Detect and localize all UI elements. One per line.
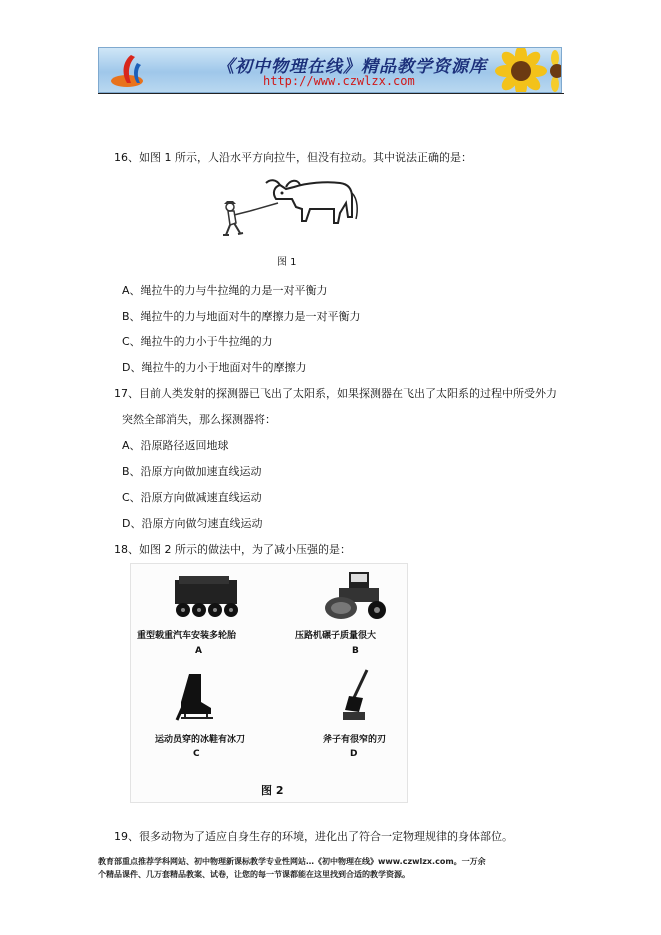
ice-skate-icon (173, 672, 217, 726)
figure-2-pressure-examples (130, 563, 408, 803)
banner-url[interactable]: http://www.czwlzx.com (263, 74, 415, 88)
question-18-stem: 18、如图 2 所示的做法中，为了减小压强的是： (114, 543, 351, 556)
question-16-option-b: B、绳拉牛的力与地面对牛的摩擦力是一对平衡力 (122, 310, 361, 323)
question-17-option-c: C、沿原方向做减速直线运动 (122, 491, 262, 504)
footer-line-1: 教育部重点推荐学科网站、初中物理新课标教学专业性网站…《初中物理在线》www.czwlzx.com。一万余 (98, 857, 486, 866)
figure-2-letter-d: D (350, 749, 358, 759)
question-16-option-a: A、绳拉牛的力与牛拉绳的力是一对平衡力 (122, 284, 328, 297)
figure-2-caption: 图 2 (261, 784, 284, 797)
axe-icon (339, 668, 379, 724)
truck-with-many-tyres-icon (171, 574, 247, 622)
question-16-option-c: C、绳拉牛的力小于牛拉绳的力 (122, 335, 273, 348)
figure-2-letter-b: B (352, 646, 359, 656)
figure-2-label-d: 斧子有很窄的刃 (323, 735, 387, 745)
road-roller-icon (321, 570, 393, 622)
figure-2-letter-c: C (193, 749, 200, 759)
footer-line-2: 个精品课件、几万套精品教案、试卷，让您的每一节课都能在这里找到合适的教学资源。 (98, 870, 410, 879)
question-17-stem-line1: 17、目前人类发射的探测器已飞出了太阳系，如果探测器在飞出了太阳系的过程中所受外力 (114, 387, 557, 400)
figure-2-label-c: 运动员穿的冰鞋有冰刀 (155, 735, 246, 745)
header-rule (98, 93, 564, 94)
figure-2-label-b: 压路机碾子质量很大 (295, 631, 377, 641)
question-17-option-b: B、沿原方向做加速直线运动 (122, 465, 262, 478)
figure-1-person-pulling-ox (206, 173, 366, 243)
page-footer (98, 855, 568, 881)
header-banner (98, 47, 562, 93)
figure-2-label-a: 重型载重汽车安装多轮胎 (137, 631, 237, 641)
question-16-option-d: D、绳拉牛的力小于地面对牛的摩擦力 (122, 361, 307, 374)
question-19-stem: 19、很多动物为了适应自身生存的环境，进化出了符合一定物理规律的身体部位。 (114, 830, 513, 843)
site-logo-icon (109, 51, 153, 91)
question-17-stem-line2: 突然全部消失，那么探测器将： (122, 413, 276, 426)
figure-1-caption: 图 1 (277, 257, 297, 268)
sunflower-icon (491, 47, 562, 93)
banner-title: 《初中物理在线》精品教学资源库 (217, 57, 487, 77)
figure-2-letter-a: A (195, 646, 202, 656)
question-16-stem: 16、如图 1 所示，人沿水平方向拉牛，但没有拉动。其中说法正确的是： (114, 151, 472, 164)
question-17-option-a: A、沿原路径返回地球 (122, 439, 229, 452)
question-17-option-d: D、沿原方向做匀速直线运动 (122, 517, 263, 530)
